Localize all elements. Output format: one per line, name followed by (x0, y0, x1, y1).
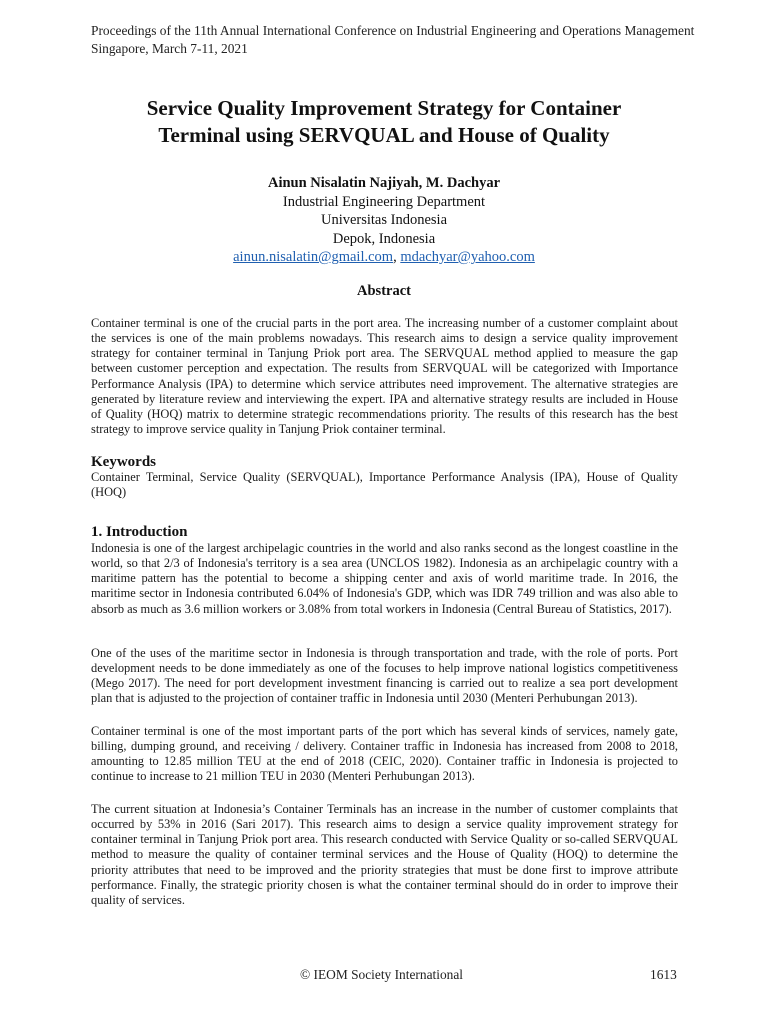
intro-paragraph-2: One of the uses of the maritime sector in Indonesia is through transportation and trade, with the role of ports. Port development needs to be done immediately as one of the focuses to help improve national logistics competitiveness (Mego 2017). The need for port development investment financing is carried out to realize a sea port development plan that is adjusted to the projection of container traffic in Indonesia until 2030 (Menteri Perhubungan 2013). (91, 646, 678, 706)
keywords-heading: Keywords (91, 454, 156, 470)
author-department: Industrial Engineering Department (282, 193, 486, 210)
email-separator: , (393, 249, 401, 265)
intro-paragraph-4: The current situation at Indonesia’s Container Terminals has an increase in the number of customer complaints that occurred by 53% in 2016 (Sari 2017). This research aims to design a service quality improvement strategy for container terminal in Tanjung Priok port area. This research conducted with Service Quality or so-called SERVQUAL method to measure the quality of container terminal services and the House of Quality (HOQ) to determine the priority attributes that need to be improved and the priority strategies that must be done first to improve attribute performance. Finally, the strategic priority chosen is what the container terminal should do in order to improve their quality of services. (91, 802, 678, 907)
footer-page-number: 1613 (650, 967, 677, 982)
abstract-text: Container terminal is one of the crucial parts in the port area. The increasing number of a customer complaint about the services is one of the main problems nowadays. This research aims to design a service quality improvement strategy for container terminal in Tanjung Priok port area. The SERVQUAL method applied to measure the gap between customer perception and expectation. The results from SERVQUAL will be categorized with Importance Performance Analysis (IPA) to determine which service attributes need improvement. The alternative strategies are generated by literature review and interviewing the expert. IPA and alternative strategy results are included in House of Quality (HOQ) matrix to determine strategic recommendations priority. The results of this research has the best strategy to improve service quality in Tanjung Priok container terminal. (91, 316, 678, 437)
author-university: Universitas Indonesia (320, 212, 448, 228)
author-location: Depok, Indonesia (332, 230, 436, 247)
keywords-text: Container Terminal, Service Quality (SERVQUAL), Importance Performance Analysis (IPA), House of Quality (HOQ) (91, 470, 678, 500)
paper-title (60, 95, 708, 149)
author-block (0, 174, 768, 267)
author-names: Ainun Nisalatin Najiyah, M. Dachyar (267, 175, 501, 191)
intro-paragraph-3: Container terminal is one of the most important parts of the port which has several kinds of services, namely gate, billing, dumping ground, and receiving / delivery. Container traffic in Indonesia has increased from 2008 to 2018, amounting to 12.85 million TEU at the end of 2018 (CEIC, 2020). Container traffic in Indonesia is projected to continue to increase to 21 million TEU in 2030 (Menteri Perhubungan 2013). (91, 724, 678, 784)
title-line-1: Service Quality Improvement Strategy for Container (146, 96, 622, 120)
email-link-1[interactable]: ainun.nisalatin@gmail.com (233, 249, 394, 265)
header-line-2: Singapore, March 7-11, 2021 (91, 41, 248, 56)
footer-copyright: © IEOM Society International (300, 967, 464, 982)
proceedings-header (91, 22, 694, 58)
header-line-1: Proceedings of the 11th Annual International Conference on Industrial Engineering and Operations Management (91, 23, 695, 38)
introduction-heading: 1. Introduction (91, 524, 188, 540)
title-line-2: Terminal using SERVQUAL and House of Quality (158, 123, 610, 147)
intro-paragraph-1: Indonesia is one of the largest archipelagic countries in the world and also ranks second as the longest coastline in the world, so that 2/3 of Indonesia's territory is a sea area (UNCLOS 1982). Indonesia as an archipelagic country with a maritime pattern has the potential to become a shipping center and axis of world maritime trade. In 2016, the maritime sector in Indonesia contributed 6.04% of Indonesia's GDP, which was IDR 749 trillion and was also able to absorb as much as 3.6 million workers or 3.08% from total workers in Indonesia (Central Bureau of Statistics, 2017). (91, 541, 678, 616)
abstract-heading: Abstract (357, 283, 411, 299)
author-emails (0, 248, 768, 267)
email-link-2[interactable]: mdachyar@yahoo.com (400, 249, 535, 265)
